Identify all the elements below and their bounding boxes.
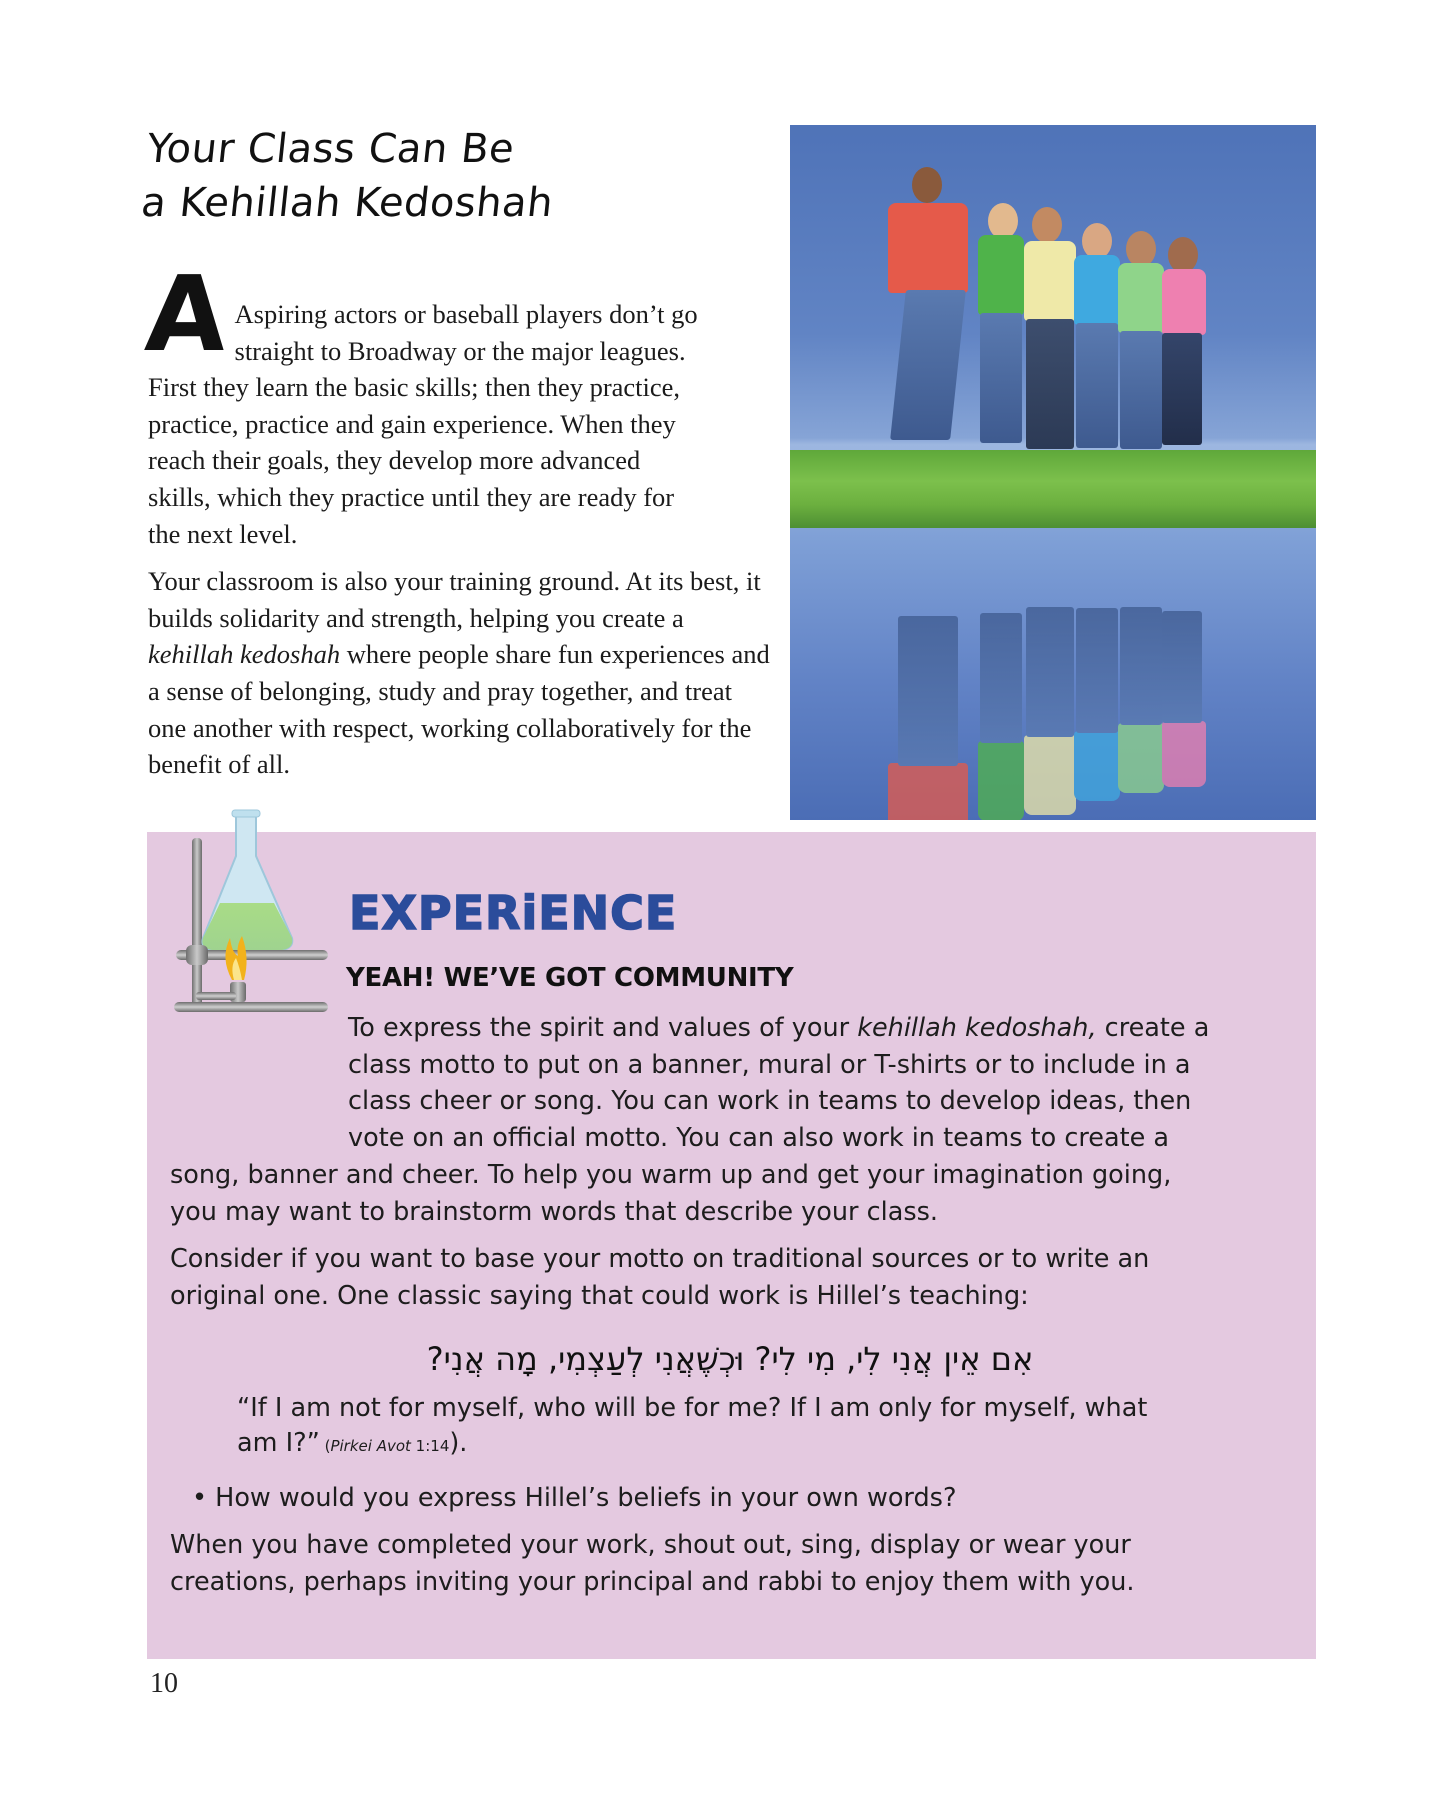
- bullet-text: How would you express Hillel’s beliefs in your own words?: [215, 1483, 957, 1513]
- experience-subheading: YEAH! WE’VE GOT COMMUNITY: [346, 963, 794, 993]
- citation-ref: 1:14: [410, 1437, 450, 1455]
- translation-line-1: “If I am not for myself, who will be for me? If I am only for myself, what: [237, 1393, 1148, 1423]
- title-line-1: Your Class Can Be: [144, 126, 517, 172]
- page-number: 10: [150, 1668, 178, 1699]
- intro-text-run: where people share fun experiences and a sense of belonging, study and pray together, and treat one another with respect, working collaboratively for the benefit of all.: [148, 639, 770, 780]
- body-line: creations, perhaps inviting your principal and rabbi to enjoy them with you.: [170, 1566, 1135, 1597]
- intro-line: reach their goals, they develop more advanced: [148, 445, 641, 476]
- body-line: Consider if you want to base your motto on traditional sources or to write an: [170, 1244, 1150, 1275]
- intro-line: straight to Broadway or the major leagues.: [234, 335, 686, 366]
- body-text-run: To express the spirit and values of your: [348, 1013, 858, 1043]
- intro-line: First they learn the basic skills; then they practice,: [148, 372, 681, 403]
- intro-italic-term: kehillah kedoshah: [148, 639, 341, 670]
- citation: [320, 1437, 450, 1455]
- intro-paragraph-1: [141, 253, 773, 552]
- page-title: [139, 122, 770, 230]
- experience-paragraph-1: [170, 1010, 1290, 1230]
- intro-line: skills, which they practice until they are ready for: [148, 481, 675, 512]
- title-line-2: a Kehillah Kedoshah: [139, 180, 556, 226]
- intro-paragraph-2: [148, 563, 773, 783]
- closing-paragraph: [170, 1527, 1290, 1600]
- body-line: [170, 1010, 1290, 1047]
- intro-line: practice, practice and gain experience. When they: [148, 408, 676, 439]
- experience-heading: EXPERiENCE: [349, 886, 678, 940]
- photo-reflection: [790, 236, 1316, 820]
- body-line: original one. One classic saying that could work is Hillel’s teaching:: [170, 1280, 1029, 1311]
- hebrew-quote: אִם אֵין אֲנִי לִי, מִי לִי? וּכְשֶׁאֲנִי לְעַצְמִי, מָה אֲנִי?: [426, 1340, 1034, 1378]
- bullet-icon: •: [192, 1483, 208, 1513]
- lab-flask-burner-icon: [170, 808, 330, 1013]
- bullet-question: [192, 1480, 956, 1516]
- intro-line: the next level.: [148, 518, 298, 549]
- experience-body: [170, 1010, 1290, 1326]
- drop-cap: A: [141, 253, 231, 375]
- body-line: class cheer or song. You can work in teams to develop ideas, then: [348, 1086, 1192, 1117]
- body-line: you may want to brainstorm words that describe your class.: [170, 1196, 939, 1227]
- intro-line: Aspiring actors or baseball players don’t go: [234, 299, 698, 329]
- body-line: class motto to put on a banner, mural or T-shirts or to include in a: [348, 1049, 1191, 1080]
- body-line: vote on an official motto. You can also work in teams to create a: [348, 1123, 1169, 1154]
- body-line: When you have completed your work, shout out, sing, display or wear your: [170, 1530, 1131, 1560]
- citation-source: Pirkei Avot: [330, 1437, 411, 1455]
- intro-text: [141, 253, 773, 794]
- experience-paragraph-2: [170, 1241, 1290, 1314]
- citation-close: ).: [449, 1428, 468, 1458]
- italic-term: kehillah kedoshah,: [857, 1013, 1097, 1043]
- body-line: song, banner and cheer. To help you warm up and get your imagination going,: [170, 1159, 1172, 1190]
- citation-paren: (: [319, 1437, 331, 1455]
- translation-line-2: am I?”: [237, 1428, 320, 1458]
- body-text-run: create a: [1096, 1013, 1210, 1043]
- teens-photo: [790, 125, 1316, 820]
- translation-quote: [237, 1391, 1247, 1464]
- intro-text-run: Your classroom is also your training ground. At its best, it builds solidarity and strength, helping you create a: [148, 566, 761, 633]
